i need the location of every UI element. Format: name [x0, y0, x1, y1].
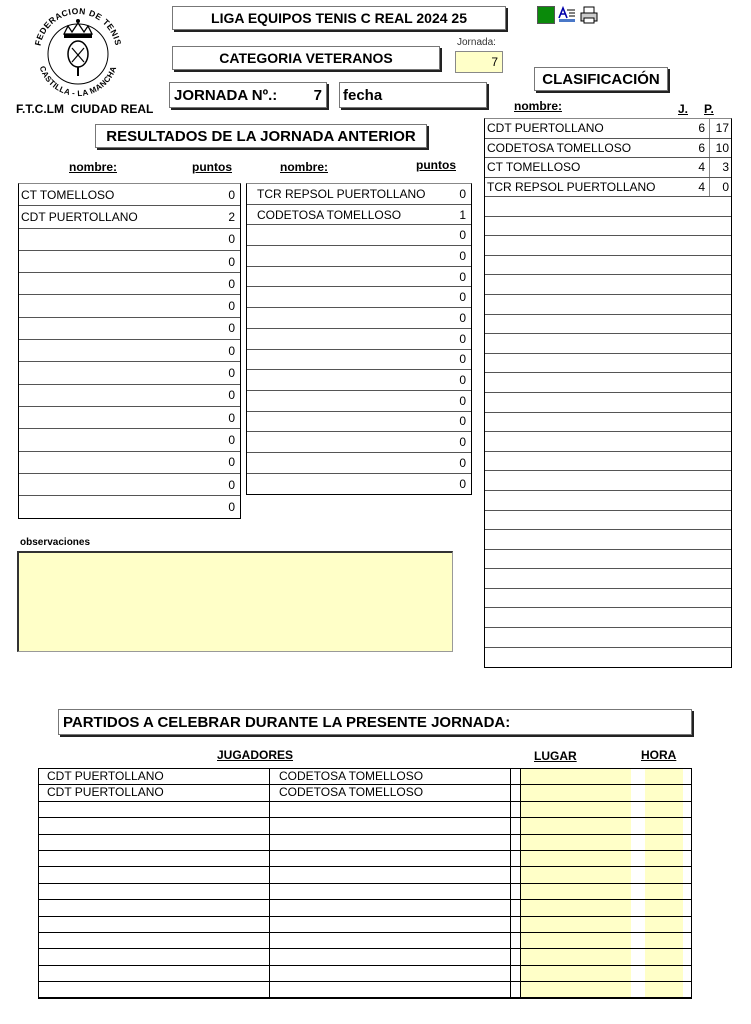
spacer-cell	[631, 966, 645, 981]
spacer-cell	[631, 785, 645, 800]
home-team-cell[interactable]	[39, 851, 270, 866]
match-row	[39, 917, 691, 933]
table-row	[485, 217, 731, 237]
spacer-cell	[631, 917, 645, 932]
hora-field[interactable]	[645, 884, 683, 899]
team-points: 0	[459, 352, 466, 367]
match-row	[39, 802, 691, 818]
results-left-rows	[19, 184, 240, 518]
hora-field[interactable]	[645, 835, 683, 850]
match-row	[39, 835, 691, 851]
results-right-points-header: puntos	[416, 158, 456, 172]
table-row	[247, 308, 471, 329]
home-team-cell[interactable]	[39, 917, 270, 932]
team-points: 0	[228, 343, 235, 358]
team-points: 0	[228, 299, 235, 314]
spacer-cell	[631, 835, 645, 850]
team-points: 0	[459, 455, 466, 470]
team-points: 10	[715, 140, 729, 155]
spacer-cell	[511, 818, 521, 833]
spacer-cell	[511, 884, 521, 899]
home-team: CDT PUERTOLLANO	[47, 769, 164, 783]
column-divider	[709, 178, 710, 197]
team-points: 0	[228, 500, 235, 515]
partidos-lugar-header: LUGAR	[534, 749, 577, 763]
hora-field[interactable]	[645, 851, 683, 866]
team-points: 0	[228, 366, 235, 381]
team-played: 4	[698, 160, 705, 175]
spacer-cell	[511, 802, 521, 817]
table-row	[247, 205, 471, 226]
spacer-cell	[631, 802, 645, 817]
table-row	[485, 550, 731, 570]
results-right-table	[246, 183, 472, 495]
table-row	[247, 225, 471, 246]
team-points: 0	[459, 186, 466, 201]
table-row	[19, 273, 240, 295]
results-right-rows	[247, 184, 471, 494]
table-row	[485, 413, 731, 433]
table-row	[485, 334, 731, 354]
partidos-table	[38, 768, 692, 999]
spacer-cell	[511, 769, 521, 784]
team-points: 0	[459, 310, 466, 325]
team-points: 0	[459, 331, 466, 346]
table-row	[19, 362, 240, 384]
home-team-cell[interactable]	[39, 867, 270, 882]
table-row	[485, 491, 731, 511]
hora-field[interactable]	[645, 785, 683, 800]
table-row	[485, 648, 731, 668]
team-points: 2	[228, 209, 235, 224]
team-points: 0	[228, 432, 235, 447]
team-points: 0	[459, 269, 466, 284]
team-points: 0	[228, 232, 235, 247]
table-row	[485, 628, 731, 648]
team-points: 0	[459, 414, 466, 429]
federation-logo	[28, 4, 128, 100]
team-points: 0	[459, 248, 466, 263]
partidos-players-header: JUGADORES	[217, 748, 294, 762]
team-played: 6	[698, 121, 705, 136]
team-name: CT TOMELLOSO	[21, 187, 115, 202]
green-square-icon[interactable]	[537, 6, 555, 24]
lugar-field[interactable]	[521, 835, 631, 850]
table-row	[485, 471, 731, 491]
jornada-label: JORNADA Nº.:	[174, 86, 278, 104]
away-team: CODETOSA TOMELLOSO	[279, 769, 424, 783]
table-row	[485, 432, 731, 452]
away-team-cell[interactable]	[270, 900, 511, 915]
partidos-rows	[39, 769, 691, 998]
match-row	[39, 867, 691, 883]
jornada-small-value[interactable]: 7	[455, 51, 503, 73]
lugar-field[interactable]	[521, 966, 631, 981]
column-divider	[709, 139, 710, 158]
team-points: 0	[459, 228, 466, 243]
lugar-field[interactable]	[521, 851, 631, 866]
away-team-cell[interactable]	[270, 884, 511, 899]
table-row	[485, 315, 731, 335]
results-left-name-header: nombre:	[69, 160, 117, 174]
table-row	[485, 452, 731, 472]
match-row	[39, 933, 691, 949]
spacer-cell	[511, 900, 521, 915]
team-name: TCR REPSOL PUERTOLLANO	[487, 179, 656, 194]
team-points: 0	[228, 455, 235, 470]
jornada-value: 7	[313, 86, 322, 104]
away-team-cell[interactable]	[270, 835, 511, 850]
printer-icon[interactable]	[579, 5, 599, 25]
table-row	[247, 329, 471, 350]
table-row	[247, 184, 471, 205]
spacer-cell	[631, 769, 645, 784]
fecha-box[interactable]	[339, 82, 487, 108]
lugar-field[interactable]	[521, 818, 631, 833]
spacer-cell	[511, 917, 521, 932]
logo-ring-top: FEDERACION DE TENIS	[32, 5, 124, 47]
table-row	[19, 206, 240, 228]
lugar-field[interactable]	[521, 802, 631, 817]
match-row	[39, 818, 691, 834]
away-team-cell[interactable]	[270, 917, 511, 932]
table-row	[485, 119, 731, 139]
away-team-cell[interactable]	[270, 802, 511, 817]
home-team-cell[interactable]	[39, 884, 270, 899]
table-row	[19, 318, 240, 340]
team-name: CDT PUERTOLLANO	[487, 121, 604, 136]
hora-field[interactable]	[645, 966, 683, 981]
partidos-title: PARTIDOS A CELEBRAR DURANTE LA PRESENTE JORNADA:	[58, 709, 692, 735]
team-name: TCR REPSOL PUERTOLLANO	[257, 186, 426, 201]
away-team-cell[interactable]	[270, 818, 511, 833]
away-team-cell[interactable]	[270, 851, 511, 866]
table-row	[485, 158, 731, 178]
hora-field[interactable]	[645, 900, 683, 915]
match-row	[39, 851, 691, 867]
spacer-cell	[511, 867, 521, 882]
lugar-field[interactable]	[521, 949, 631, 964]
team-points: 17	[715, 121, 729, 136]
hora-field[interactable]	[645, 933, 683, 948]
table-row	[247, 432, 471, 453]
logo-caption: F.T.C.LM CIUDAD REAL	[16, 102, 154, 116]
table-row	[485, 354, 731, 374]
hora-field[interactable]	[645, 917, 683, 932]
clasif-j-header: J.	[678, 102, 689, 116]
table-row	[19, 229, 240, 251]
team-points: 0	[228, 187, 235, 202]
table-row	[247, 350, 471, 371]
team-points: 1	[459, 207, 466, 222]
clasif-p-header: P.	[704, 102, 714, 116]
results-left-table	[18, 183, 241, 519]
logo-ring-bottom: CASTILLA - LA MANCHA	[37, 64, 119, 99]
hora-field[interactable]	[645, 949, 683, 964]
home-team-cell[interactable]	[39, 769, 270, 784]
lugar-field[interactable]	[521, 982, 631, 997]
team-points: 0	[228, 410, 235, 425]
match-row	[39, 966, 691, 982]
match-row	[39, 949, 691, 965]
team-played: 6	[698, 140, 705, 155]
jornada-small-label: Jornada:	[457, 37, 496, 48]
home-team-cell[interactable]	[39, 900, 270, 915]
team-name: CDT PUERTOLLANO	[21, 209, 138, 224]
home-team-cell[interactable]	[39, 785, 270, 800]
team-points: 3	[722, 160, 729, 175]
lugar-field[interactable]	[521, 769, 631, 784]
match-row	[39, 982, 691, 998]
jornada-number-box	[169, 82, 327, 108]
team-points: 0	[228, 477, 235, 492]
lugar-field[interactable]	[521, 785, 631, 800]
spacer-cell	[631, 900, 645, 915]
observaciones-label: observaciones	[20, 537, 91, 548]
table-row	[19, 251, 240, 273]
match-row	[39, 769, 691, 785]
table-row	[485, 373, 731, 393]
away-team-cell[interactable]	[270, 933, 511, 948]
home-team-cell[interactable]	[39, 818, 270, 833]
table-row	[19, 474, 240, 496]
clasificacion-title: CLASIFICACIÓN	[534, 67, 668, 91]
table-row	[19, 452, 240, 474]
column-divider	[709, 158, 710, 177]
lugar-field[interactable]	[521, 867, 631, 882]
table-row	[247, 474, 471, 495]
table-row	[485, 139, 731, 159]
away-team: CODETOSA TOMELLOSO	[279, 785, 424, 800]
hora-field[interactable]	[645, 982, 683, 997]
hora-field[interactable]	[645, 818, 683, 833]
spacer-cell	[631, 818, 645, 833]
away-team-cell[interactable]	[270, 867, 511, 882]
table-row	[247, 412, 471, 433]
text-tool-icon[interactable]	[557, 4, 577, 24]
table-row	[247, 267, 471, 288]
clasificacion-table	[484, 118, 732, 668]
clasif-name-header: nombre:	[514, 99, 562, 113]
team-points: 0	[459, 435, 466, 450]
category-title: CATEGORIA VETERANOS	[172, 46, 440, 70]
partidos-hora-header: HORA	[641, 748, 677, 762]
fecha-label: fecha	[343, 86, 383, 104]
table-row	[485, 511, 731, 531]
hora-field[interactable]	[645, 802, 683, 817]
clasificacion-rows	[485, 119, 731, 667]
league-title: LIGA EQUIPOS TENIS C REAL 2024 25	[172, 6, 506, 30]
table-row	[247, 246, 471, 267]
away-team-cell[interactable]	[270, 966, 511, 981]
table-row	[485, 275, 731, 295]
observaciones-field[interactable]	[17, 551, 453, 652]
lugar-field[interactable]	[521, 900, 631, 915]
results-right-name-header: nombre:	[280, 160, 328, 174]
table-row	[19, 385, 240, 407]
spacer-cell	[631, 949, 645, 964]
home-team-cell[interactable]	[39, 933, 270, 948]
team-points: 0	[459, 373, 466, 388]
table-row	[485, 178, 731, 198]
table-row	[247, 287, 471, 308]
spacer-cell	[511, 949, 521, 964]
results-left-points-header: puntos	[192, 160, 232, 174]
table-row	[19, 295, 240, 317]
team-points: 0	[228, 388, 235, 403]
spacer-cell	[511, 982, 521, 997]
team-name: CODETOSA TOMELLOSO	[487, 140, 632, 155]
match-row	[39, 900, 691, 916]
table-row	[485, 530, 731, 550]
table-row	[247, 453, 471, 474]
team-points: 0	[459, 393, 466, 408]
team-points: 0	[228, 276, 235, 291]
home-team-cell[interactable]	[39, 802, 270, 817]
table-row	[485, 393, 731, 413]
table-row	[485, 608, 731, 628]
match-row	[39, 884, 691, 900]
table-row	[485, 256, 731, 276]
spacer-cell	[511, 966, 521, 981]
table-row	[247, 370, 471, 391]
table-row	[19, 184, 240, 206]
team-points: 0	[459, 476, 466, 491]
team-points: 0	[722, 179, 729, 194]
away-team-cell[interactable]	[270, 949, 511, 964]
table-row	[485, 295, 731, 315]
spacer-cell	[511, 933, 521, 948]
table-row	[485, 236, 731, 256]
away-team-cell[interactable]	[270, 982, 511, 997]
table-row	[19, 407, 240, 429]
column-divider	[709, 119, 710, 138]
hora-field[interactable]	[645, 867, 683, 882]
lugar-field[interactable]	[521, 933, 631, 948]
spacer-cell	[631, 884, 645, 899]
spacer-cell	[511, 785, 521, 800]
table-row	[485, 589, 731, 609]
table-row	[19, 429, 240, 451]
away-team-cell[interactable]	[270, 785, 511, 800]
match-row	[39, 785, 691, 801]
spacer-cell	[631, 867, 645, 882]
home-team-cell[interactable]	[39, 966, 270, 981]
results-title: RESULTADOS DE LA JORNADA ANTERIOR	[95, 124, 427, 148]
team-points: 0	[459, 290, 466, 305]
home-team-cell[interactable]	[39, 949, 270, 964]
team-name: CT TOMELLOSO	[487, 160, 581, 175]
spacer-cell	[511, 835, 521, 850]
team-name: CODETOSA TOMELLOSO	[257, 207, 402, 222]
spacer-cell	[631, 933, 645, 948]
team-points: 0	[228, 321, 235, 336]
table-row	[485, 197, 731, 217]
hora-field[interactable]	[645, 769, 683, 784]
home-team: CDT PUERTOLLANO	[47, 785, 164, 800]
spacer-cell	[631, 851, 645, 866]
table-row	[19, 340, 240, 362]
team-played: 4	[698, 179, 705, 194]
spacer-cell	[511, 851, 521, 866]
home-team-cell[interactable]	[39, 835, 270, 850]
lugar-field[interactable]	[521, 917, 631, 932]
table-row	[247, 391, 471, 412]
table-row	[19, 496, 240, 518]
spacer-cell	[631, 982, 645, 997]
away-team-cell[interactable]	[270, 769, 511, 784]
home-team-cell[interactable]	[39, 982, 270, 997]
team-points: 0	[228, 254, 235, 269]
lugar-field[interactable]	[521, 884, 631, 899]
table-row	[485, 569, 731, 589]
